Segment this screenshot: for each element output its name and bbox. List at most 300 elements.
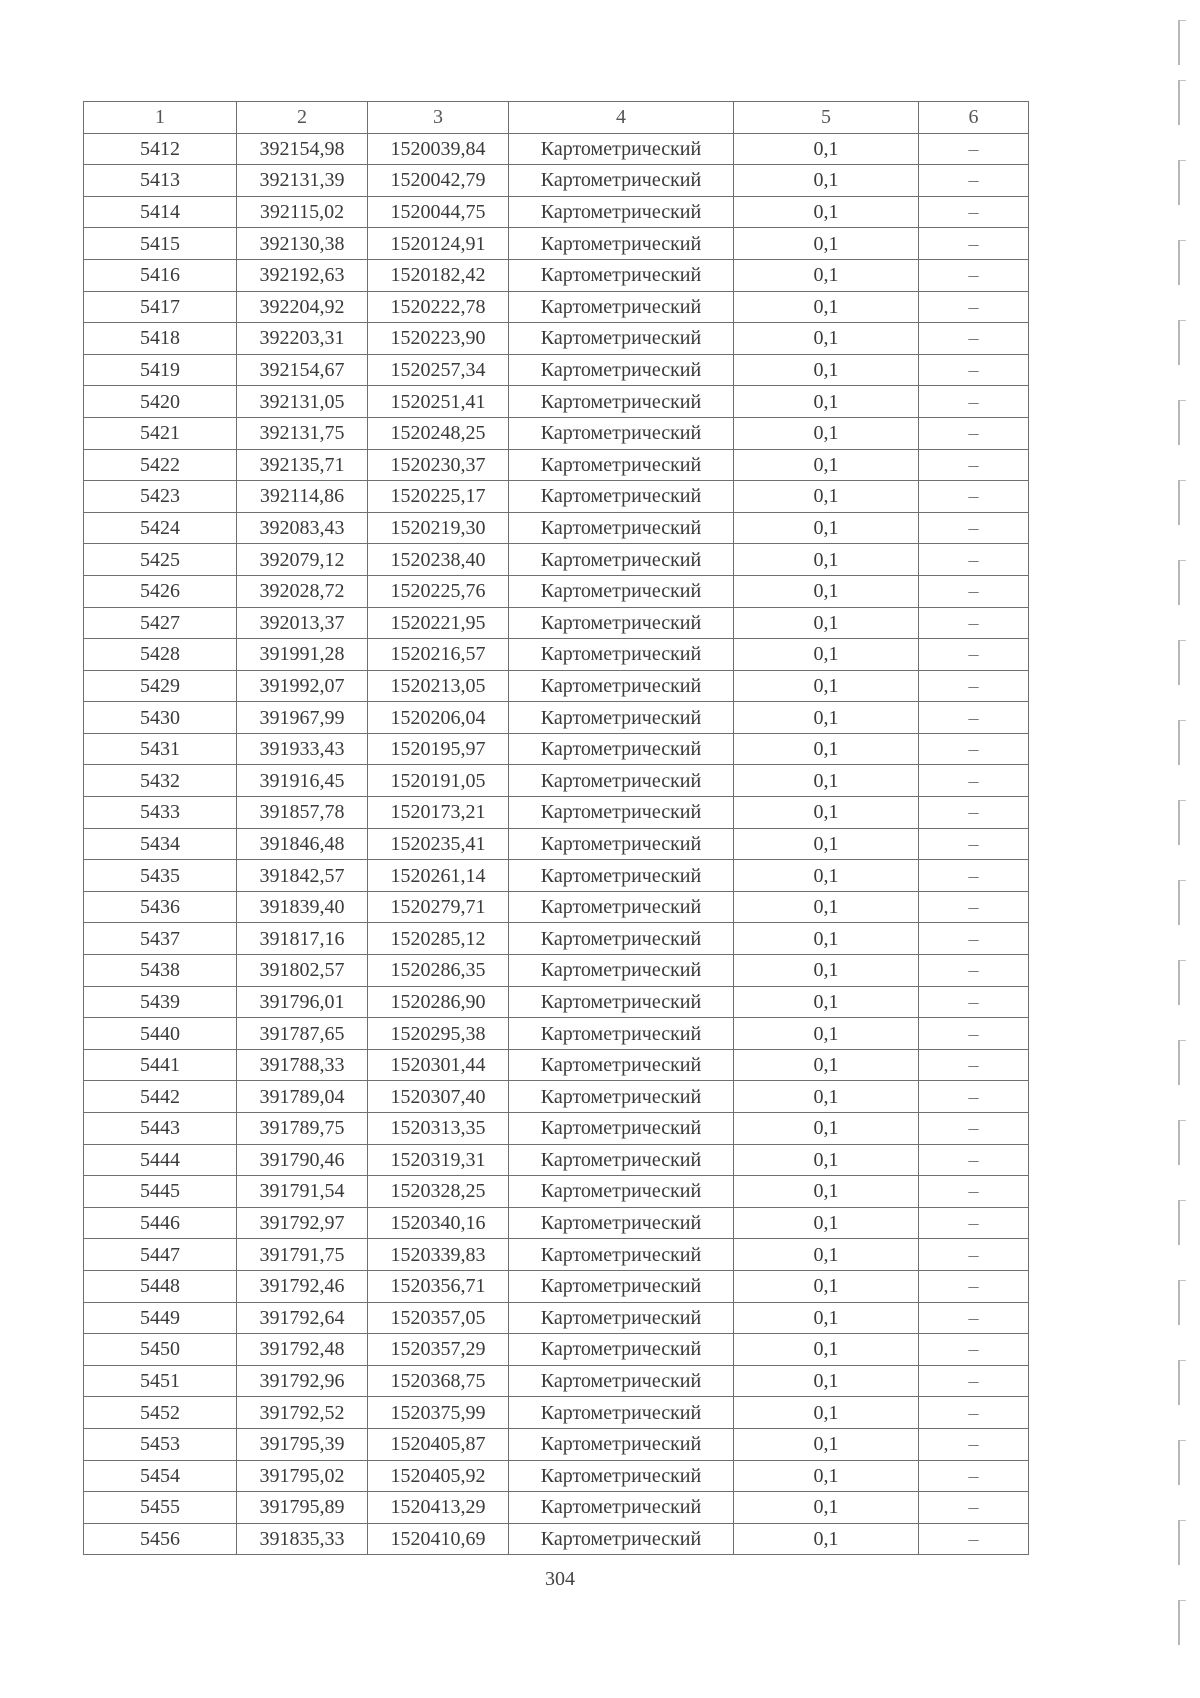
point-number-cell: 5454 bbox=[84, 1460, 237, 1492]
note-cell: – bbox=[919, 449, 1029, 481]
header-cell-5: 5 bbox=[734, 102, 919, 134]
point-number-cell: 5440 bbox=[84, 1018, 237, 1050]
note-cell: – bbox=[919, 1523, 1029, 1555]
y-coordinate-cell: 1520219,30 bbox=[368, 512, 509, 544]
precision-cell: 0,1 bbox=[734, 1428, 919, 1460]
method-cell: Картометрический bbox=[509, 1081, 734, 1113]
y-coordinate-cell: 1520039,84 bbox=[368, 133, 509, 165]
table-row bbox=[84, 639, 1029, 671]
y-coordinate-cell: 1520295,38 bbox=[368, 1018, 509, 1050]
method-cell: Картометрический bbox=[509, 481, 734, 513]
note-cell: – bbox=[919, 986, 1029, 1018]
point-number-cell: 5430 bbox=[84, 702, 237, 734]
method-cell: Картометрический bbox=[509, 891, 734, 923]
precision-cell: 0,1 bbox=[734, 291, 919, 323]
method-cell: Картометрический bbox=[509, 1113, 734, 1145]
y-coordinate-cell: 1520410,69 bbox=[368, 1523, 509, 1555]
precision-cell: 0,1 bbox=[734, 481, 919, 513]
y-coordinate-cell: 1520313,35 bbox=[368, 1113, 509, 1145]
header-cell-6: 6 bbox=[919, 102, 1029, 134]
precision-cell: 0,1 bbox=[734, 544, 919, 576]
y-coordinate-cell: 1520124,91 bbox=[368, 228, 509, 260]
precision-cell: 0,1 bbox=[734, 1176, 919, 1208]
point-number-cell: 5449 bbox=[84, 1302, 237, 1334]
note-cell: – bbox=[919, 1428, 1029, 1460]
method-cell: Картометрический bbox=[509, 1397, 734, 1429]
point-number-cell: 5447 bbox=[84, 1239, 237, 1271]
method-cell: Картометрический bbox=[509, 386, 734, 418]
x-coordinate-cell: 391835,33 bbox=[237, 1523, 368, 1555]
method-cell: Картометрический bbox=[509, 607, 734, 639]
x-coordinate-cell: 391792,52 bbox=[237, 1397, 368, 1429]
point-number-cell: 5418 bbox=[84, 323, 237, 355]
note-cell: – bbox=[919, 196, 1029, 228]
table-row bbox=[84, 228, 1029, 260]
note-cell: – bbox=[919, 1018, 1029, 1050]
precision-cell: 0,1 bbox=[734, 228, 919, 260]
edge-mark bbox=[1178, 800, 1186, 845]
note-cell: – bbox=[919, 1270, 1029, 1302]
table-row bbox=[84, 196, 1029, 228]
y-coordinate-cell: 1520285,12 bbox=[368, 923, 509, 955]
method-cell: Картометрический bbox=[509, 639, 734, 671]
table-row bbox=[84, 607, 1029, 639]
table-row bbox=[84, 765, 1029, 797]
edge-mark bbox=[1178, 1280, 1186, 1325]
table-row bbox=[84, 1113, 1029, 1145]
method-cell: Картометрический bbox=[509, 1302, 734, 1334]
method-cell: Картометрический bbox=[509, 1523, 734, 1555]
x-coordinate-cell: 392135,71 bbox=[237, 449, 368, 481]
edge-mark bbox=[1178, 160, 1186, 205]
x-coordinate-cell: 391967,99 bbox=[237, 702, 368, 734]
method-cell: Картометрический bbox=[509, 228, 734, 260]
point-number-cell: 5437 bbox=[84, 923, 237, 955]
precision-cell: 0,1 bbox=[734, 1081, 919, 1113]
precision-cell: 0,1 bbox=[734, 449, 919, 481]
x-coordinate-cell: 391839,40 bbox=[237, 891, 368, 923]
note-cell: – bbox=[919, 860, 1029, 892]
note-cell: – bbox=[919, 323, 1029, 355]
precision-cell: 0,1 bbox=[734, 133, 919, 165]
y-coordinate-cell: 1520223,90 bbox=[368, 323, 509, 355]
note-cell: – bbox=[919, 1176, 1029, 1208]
table-row bbox=[84, 1365, 1029, 1397]
y-coordinate-cell: 1520206,04 bbox=[368, 702, 509, 734]
point-number-cell: 5438 bbox=[84, 955, 237, 987]
point-number-cell: 5419 bbox=[84, 354, 237, 386]
x-coordinate-cell: 392204,92 bbox=[237, 291, 368, 323]
note-cell: – bbox=[919, 702, 1029, 734]
note-cell: – bbox=[919, 1334, 1029, 1366]
note-cell: – bbox=[919, 1144, 1029, 1176]
y-coordinate-cell: 1520286,35 bbox=[368, 955, 509, 987]
y-coordinate-cell: 1520251,41 bbox=[368, 386, 509, 418]
note-cell: – bbox=[919, 417, 1029, 449]
note-cell: – bbox=[919, 133, 1029, 165]
y-coordinate-cell: 1520339,83 bbox=[368, 1239, 509, 1271]
precision-cell: 0,1 bbox=[734, 1239, 919, 1271]
point-number-cell: 5425 bbox=[84, 544, 237, 576]
table-row bbox=[84, 354, 1029, 386]
method-cell: Картометрический bbox=[509, 512, 734, 544]
point-number-cell: 5416 bbox=[84, 259, 237, 291]
note-cell: – bbox=[919, 386, 1029, 418]
method-cell: Картометрический bbox=[509, 165, 734, 197]
x-coordinate-cell: 391789,04 bbox=[237, 1081, 368, 1113]
y-coordinate-cell: 1520405,87 bbox=[368, 1428, 509, 1460]
edge-mark bbox=[1178, 880, 1186, 925]
point-number-cell: 5445 bbox=[84, 1176, 237, 1208]
precision-cell: 0,1 bbox=[734, 860, 919, 892]
edge-mark bbox=[1178, 400, 1186, 445]
y-coordinate-cell: 1520042,79 bbox=[368, 165, 509, 197]
y-coordinate-cell: 1520222,78 bbox=[368, 291, 509, 323]
precision-cell: 0,1 bbox=[734, 1397, 919, 1429]
point-number-cell: 5415 bbox=[84, 228, 237, 260]
method-cell: Картометрический bbox=[509, 733, 734, 765]
x-coordinate-cell: 391991,28 bbox=[237, 639, 368, 671]
edge-mark bbox=[1178, 320, 1186, 365]
method-cell: Картометрический bbox=[509, 449, 734, 481]
table-row bbox=[84, 955, 1029, 987]
y-coordinate-cell: 1520191,05 bbox=[368, 765, 509, 797]
method-cell: Картометрический bbox=[509, 1460, 734, 1492]
table-row bbox=[84, 291, 1029, 323]
table-row bbox=[84, 259, 1029, 291]
method-cell: Картометрический bbox=[509, 702, 734, 734]
edge-mark bbox=[1178, 960, 1186, 1005]
precision-cell: 0,1 bbox=[734, 386, 919, 418]
point-number-cell: 5450 bbox=[84, 1334, 237, 1366]
y-coordinate-cell: 1520248,25 bbox=[368, 417, 509, 449]
method-cell: Картометрический bbox=[509, 259, 734, 291]
point-number-cell: 5443 bbox=[84, 1113, 237, 1145]
precision-cell: 0,1 bbox=[734, 1018, 919, 1050]
note-cell: – bbox=[919, 1081, 1029, 1113]
point-number-cell: 5426 bbox=[84, 575, 237, 607]
table-header bbox=[84, 102, 1029, 134]
method-cell: Картометрический bbox=[509, 765, 734, 797]
precision-cell: 0,1 bbox=[734, 1113, 919, 1145]
precision-cell: 0,1 bbox=[734, 955, 919, 987]
table-row bbox=[84, 133, 1029, 165]
precision-cell: 0,1 bbox=[734, 417, 919, 449]
edge-mark bbox=[1178, 480, 1186, 525]
table-row bbox=[84, 1207, 1029, 1239]
header-cell-2: 2 bbox=[237, 102, 368, 134]
y-coordinate-cell: 1520225,76 bbox=[368, 575, 509, 607]
header-cell-3: 3 bbox=[368, 102, 509, 134]
precision-cell: 0,1 bbox=[734, 196, 919, 228]
y-coordinate-cell: 1520238,40 bbox=[368, 544, 509, 576]
table-row bbox=[84, 1397, 1029, 1429]
edge-mark bbox=[1178, 1440, 1186, 1485]
method-cell: Картометрический bbox=[509, 1176, 734, 1208]
table-row bbox=[84, 986, 1029, 1018]
method-cell: Картометрический bbox=[509, 1334, 734, 1366]
table-row bbox=[84, 1492, 1029, 1524]
x-coordinate-cell: 391846,48 bbox=[237, 828, 368, 860]
precision-cell: 0,1 bbox=[734, 702, 919, 734]
precision-cell: 0,1 bbox=[734, 259, 919, 291]
precision-cell: 0,1 bbox=[734, 891, 919, 923]
point-number-cell: 5428 bbox=[84, 639, 237, 671]
x-coordinate-cell: 391796,01 bbox=[237, 986, 368, 1018]
table-row bbox=[84, 323, 1029, 355]
note-cell: – bbox=[919, 259, 1029, 291]
y-coordinate-cell: 1520044,75 bbox=[368, 196, 509, 228]
x-coordinate-cell: 391916,45 bbox=[237, 765, 368, 797]
note-cell: – bbox=[919, 165, 1029, 197]
edge-mark bbox=[1178, 1120, 1186, 1165]
precision-cell: 0,1 bbox=[734, 607, 919, 639]
table-row bbox=[84, 1239, 1029, 1271]
note-cell: – bbox=[919, 765, 1029, 797]
note-cell: – bbox=[919, 1397, 1029, 1429]
point-number-cell: 5422 bbox=[84, 449, 237, 481]
point-number-cell: 5455 bbox=[84, 1492, 237, 1524]
table-row bbox=[84, 1302, 1029, 1334]
table-row bbox=[84, 449, 1029, 481]
x-coordinate-cell: 391933,43 bbox=[237, 733, 368, 765]
note-cell: – bbox=[919, 1460, 1029, 1492]
y-coordinate-cell: 1520182,42 bbox=[368, 259, 509, 291]
table-row bbox=[84, 544, 1029, 576]
method-cell: Картометрический bbox=[509, 923, 734, 955]
table-row bbox=[84, 1523, 1029, 1555]
note-cell: – bbox=[919, 1302, 1029, 1334]
precision-cell: 0,1 bbox=[734, 1302, 919, 1334]
point-number-cell: 5453 bbox=[84, 1428, 237, 1460]
note-cell: – bbox=[919, 923, 1029, 955]
point-number-cell: 5452 bbox=[84, 1397, 237, 1429]
point-number-cell: 5423 bbox=[84, 481, 237, 513]
point-number-cell: 5414 bbox=[84, 196, 237, 228]
x-coordinate-cell: 391992,07 bbox=[237, 670, 368, 702]
point-number-cell: 5427 bbox=[84, 607, 237, 639]
point-number-cell: 5448 bbox=[84, 1270, 237, 1302]
y-coordinate-cell: 1520328,25 bbox=[368, 1176, 509, 1208]
note-cell: – bbox=[919, 1365, 1029, 1397]
note-cell: – bbox=[919, 512, 1029, 544]
precision-cell: 0,1 bbox=[734, 1492, 919, 1524]
x-coordinate-cell: 391792,46 bbox=[237, 1270, 368, 1302]
precision-cell: 0,1 bbox=[734, 923, 919, 955]
x-coordinate-cell: 391789,75 bbox=[237, 1113, 368, 1145]
table-row bbox=[84, 891, 1029, 923]
x-coordinate-cell: 391790,46 bbox=[237, 1144, 368, 1176]
x-coordinate-cell: 391802,57 bbox=[237, 955, 368, 987]
y-coordinate-cell: 1520195,97 bbox=[368, 733, 509, 765]
note-cell: – bbox=[919, 828, 1029, 860]
method-cell: Картометрический bbox=[509, 575, 734, 607]
precision-cell: 0,1 bbox=[734, 765, 919, 797]
method-cell: Картометрический bbox=[509, 1144, 734, 1176]
x-coordinate-cell: 391787,65 bbox=[237, 1018, 368, 1050]
header-cell-1: 1 bbox=[84, 102, 237, 134]
table-row bbox=[84, 1460, 1029, 1492]
method-cell: Картометрический bbox=[509, 1428, 734, 1460]
note-cell: – bbox=[919, 481, 1029, 513]
x-coordinate-cell: 392028,72 bbox=[237, 575, 368, 607]
note-cell: – bbox=[919, 670, 1029, 702]
note-cell: – bbox=[919, 575, 1029, 607]
edge-mark bbox=[1178, 1360, 1186, 1405]
y-coordinate-cell: 1520221,95 bbox=[368, 607, 509, 639]
method-cell: Картометрический bbox=[509, 133, 734, 165]
method-cell: Картометрический bbox=[509, 1270, 734, 1302]
table-row bbox=[84, 1049, 1029, 1081]
note-cell: – bbox=[919, 1207, 1029, 1239]
method-cell: Картометрический bbox=[509, 1049, 734, 1081]
precision-cell: 0,1 bbox=[734, 639, 919, 671]
table-row bbox=[84, 481, 1029, 513]
y-coordinate-cell: 1520230,37 bbox=[368, 449, 509, 481]
y-coordinate-cell: 1520235,41 bbox=[368, 828, 509, 860]
point-number-cell: 5442 bbox=[84, 1081, 237, 1113]
point-number-cell: 5417 bbox=[84, 291, 237, 323]
note-cell: – bbox=[919, 955, 1029, 987]
method-cell: Картометрический bbox=[509, 860, 734, 892]
point-number-cell: 5433 bbox=[84, 797, 237, 829]
precision-cell: 0,1 bbox=[734, 986, 919, 1018]
method-cell: Картометрический bbox=[509, 417, 734, 449]
x-coordinate-cell: 391792,96 bbox=[237, 1365, 368, 1397]
x-coordinate-cell: 392131,75 bbox=[237, 417, 368, 449]
y-coordinate-cell: 1520307,40 bbox=[368, 1081, 509, 1113]
precision-cell: 0,1 bbox=[734, 1365, 919, 1397]
table-row bbox=[84, 1081, 1029, 1113]
note-cell: – bbox=[919, 354, 1029, 386]
precision-cell: 0,1 bbox=[734, 512, 919, 544]
precision-cell: 0,1 bbox=[734, 828, 919, 860]
x-coordinate-cell: 392131,39 bbox=[237, 165, 368, 197]
method-cell: Картометрический bbox=[509, 1239, 734, 1271]
y-coordinate-cell: 1520356,71 bbox=[368, 1270, 509, 1302]
y-coordinate-cell: 1520216,57 bbox=[368, 639, 509, 671]
precision-cell: 0,1 bbox=[734, 797, 919, 829]
note-cell: – bbox=[919, 607, 1029, 639]
point-number-cell: 5439 bbox=[84, 986, 237, 1018]
x-coordinate-cell: 392154,98 bbox=[237, 133, 368, 165]
table-row bbox=[84, 733, 1029, 765]
y-coordinate-cell: 1520279,71 bbox=[368, 891, 509, 923]
x-coordinate-cell: 391792,97 bbox=[237, 1207, 368, 1239]
point-number-cell: 5444 bbox=[84, 1144, 237, 1176]
method-cell: Картометрический bbox=[509, 354, 734, 386]
note-cell: – bbox=[919, 639, 1029, 671]
x-coordinate-cell: 392079,12 bbox=[237, 544, 368, 576]
y-coordinate-cell: 1520225,17 bbox=[368, 481, 509, 513]
point-number-cell: 5441 bbox=[84, 1049, 237, 1081]
precision-cell: 0,1 bbox=[734, 733, 919, 765]
table-row bbox=[84, 386, 1029, 418]
method-cell: Картометрический bbox=[509, 670, 734, 702]
x-coordinate-cell: 391857,78 bbox=[237, 797, 368, 829]
point-number-cell: 5421 bbox=[84, 417, 237, 449]
table-row bbox=[84, 1428, 1029, 1460]
method-cell: Картометрический bbox=[509, 1365, 734, 1397]
point-number-cell: 5429 bbox=[84, 670, 237, 702]
point-number-cell: 5432 bbox=[84, 765, 237, 797]
note-cell: – bbox=[919, 291, 1029, 323]
edge-mark bbox=[1178, 1520, 1186, 1565]
note-cell: – bbox=[919, 1113, 1029, 1145]
y-coordinate-cell: 1520357,05 bbox=[368, 1302, 509, 1334]
x-coordinate-cell: 391792,48 bbox=[237, 1334, 368, 1366]
y-coordinate-cell: 1520375,99 bbox=[368, 1397, 509, 1429]
x-coordinate-cell: 392203,31 bbox=[237, 323, 368, 355]
edge-mark bbox=[1178, 80, 1186, 125]
precision-cell: 0,1 bbox=[734, 670, 919, 702]
point-number-cell: 5435 bbox=[84, 860, 237, 892]
note-cell: – bbox=[919, 228, 1029, 260]
header-row bbox=[84, 102, 1029, 134]
table-row bbox=[84, 797, 1029, 829]
edge-mark bbox=[1178, 240, 1186, 285]
point-number-cell: 5446 bbox=[84, 1207, 237, 1239]
note-cell: – bbox=[919, 1239, 1029, 1271]
x-coordinate-cell: 392013,37 bbox=[237, 607, 368, 639]
method-cell: Картометрический bbox=[509, 196, 734, 228]
y-coordinate-cell: 1520286,90 bbox=[368, 986, 509, 1018]
y-coordinate-cell: 1520213,05 bbox=[368, 670, 509, 702]
x-coordinate-cell: 391788,33 bbox=[237, 1049, 368, 1081]
table-row bbox=[84, 1334, 1029, 1366]
method-cell: Картометрический bbox=[509, 291, 734, 323]
method-cell: Картометрический bbox=[509, 1207, 734, 1239]
point-number-cell: 5451 bbox=[84, 1365, 237, 1397]
table-row bbox=[84, 1270, 1029, 1302]
precision-cell: 0,1 bbox=[734, 1334, 919, 1366]
table-row bbox=[84, 1144, 1029, 1176]
page-number: 304 bbox=[545, 1568, 575, 1590]
table-row bbox=[84, 417, 1029, 449]
point-number-cell: 5420 bbox=[84, 386, 237, 418]
precision-cell: 0,1 bbox=[734, 1207, 919, 1239]
edge-mark bbox=[1178, 20, 1186, 65]
edge-mark bbox=[1178, 640, 1186, 685]
table-row bbox=[84, 860, 1029, 892]
method-cell: Картометрический bbox=[509, 1492, 734, 1524]
precision-cell: 0,1 bbox=[734, 1270, 919, 1302]
precision-cell: 0,1 bbox=[734, 1049, 919, 1081]
edge-mark bbox=[1178, 1040, 1186, 1085]
x-coordinate-cell: 391792,64 bbox=[237, 1302, 368, 1334]
point-number-cell: 5413 bbox=[84, 165, 237, 197]
note-cell: – bbox=[919, 797, 1029, 829]
precision-cell: 0,1 bbox=[734, 1460, 919, 1492]
header-cell-4: 4 bbox=[509, 102, 734, 134]
x-coordinate-cell: 392154,67 bbox=[237, 354, 368, 386]
x-coordinate-cell: 392083,43 bbox=[237, 512, 368, 544]
method-cell: Картометрический bbox=[509, 797, 734, 829]
x-coordinate-cell: 392192,63 bbox=[237, 259, 368, 291]
y-coordinate-cell: 1520413,29 bbox=[368, 1492, 509, 1524]
method-cell: Картометрический bbox=[509, 544, 734, 576]
x-coordinate-cell: 391795,02 bbox=[237, 1460, 368, 1492]
precision-cell: 0,1 bbox=[734, 323, 919, 355]
x-coordinate-cell: 392131,05 bbox=[237, 386, 368, 418]
x-coordinate-cell: 391791,54 bbox=[237, 1176, 368, 1208]
table-row bbox=[84, 1176, 1029, 1208]
x-coordinate-cell: 391795,89 bbox=[237, 1492, 368, 1524]
x-coordinate-cell: 392130,38 bbox=[237, 228, 368, 260]
table-row bbox=[84, 670, 1029, 702]
note-cell: – bbox=[919, 544, 1029, 576]
note-cell: – bbox=[919, 733, 1029, 765]
